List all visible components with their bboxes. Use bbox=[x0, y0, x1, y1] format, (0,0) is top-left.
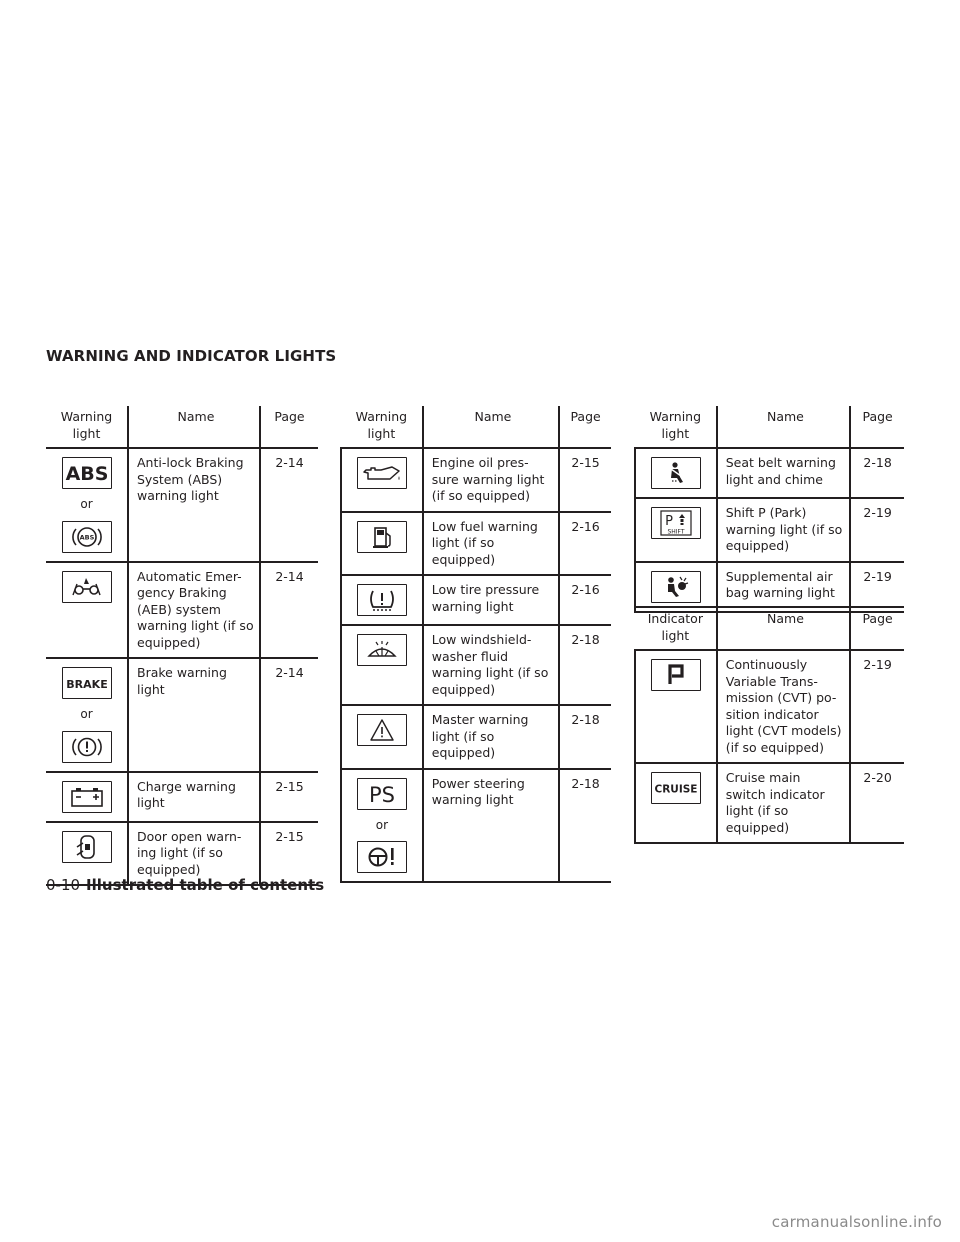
door-open-icon bbox=[62, 831, 112, 863]
light-name: Brake warning light bbox=[128, 658, 260, 772]
indicator-lights-table bbox=[634, 606, 904, 844]
light-name: Continuously Variable Trans- mission (CVT) po- sition indicator light (CVT models) (if so equipped) bbox=[717, 650, 850, 763]
table-row bbox=[46, 772, 318, 822]
page-ref: 2-14 bbox=[275, 665, 304, 680]
page-footer bbox=[46, 876, 324, 894]
light-name: Seat belt warning light and chime bbox=[717, 448, 851, 498]
steering-warning-icon bbox=[357, 841, 407, 873]
light-name: Low tire pressure warning light bbox=[423, 575, 559, 625]
header-page: Page bbox=[850, 406, 904, 448]
table-row bbox=[635, 650, 904, 763]
header-page: Page bbox=[559, 406, 611, 448]
brake-circle-icon bbox=[62, 731, 112, 763]
page-ref: 2-15 bbox=[571, 455, 600, 470]
page-ref: 2-15 bbox=[275, 828, 304, 844]
header-page: Page bbox=[260, 406, 318, 448]
svg-text:CRUISE: CRUISE bbox=[654, 783, 698, 796]
warning-lights-table-2 bbox=[340, 406, 611, 883]
seat-belt-icon bbox=[651, 457, 701, 489]
warning-lights-table-1 bbox=[46, 406, 318, 886]
table-row bbox=[46, 658, 318, 772]
fuel-pump-icon bbox=[357, 521, 407, 553]
or-label: or bbox=[375, 817, 389, 832]
page-ref: 2-18 bbox=[571, 775, 600, 791]
brake-text-icon bbox=[62, 667, 112, 699]
header-name: Name bbox=[717, 607, 850, 650]
light-name: Master warning light (if so equipped) bbox=[423, 705, 559, 769]
page-ref: 2-14 bbox=[275, 455, 304, 470]
light-name: Engine oil pres- sure warning light (if so equipped) bbox=[423, 448, 559, 512]
table-row bbox=[341, 512, 611, 576]
abs-text-icon bbox=[62, 457, 112, 489]
light-name: Supplemental air bag warning light bbox=[717, 562, 851, 612]
cvt-p-icon bbox=[651, 659, 701, 691]
header-page: Page bbox=[850, 607, 904, 650]
page-ref: 2-18 bbox=[571, 632, 600, 647]
warning-lights-table-3 bbox=[634, 406, 904, 613]
header-name: Name bbox=[128, 406, 260, 448]
light-name: Cruise main switch indicator light (if so equipped) bbox=[717, 763, 850, 843]
light-name: Power steering warning light bbox=[423, 769, 559, 883]
svg-text:BRAKE: BRAKE bbox=[65, 678, 108, 691]
light-name: Charge warning light bbox=[128, 772, 260, 822]
svg-text:SHIFT: SHIFT bbox=[667, 528, 685, 536]
page-ref: 2-16 bbox=[571, 582, 600, 597]
page-ref: 2-15 bbox=[275, 778, 304, 794]
svg-text:ABS: ABS bbox=[79, 533, 94, 541]
abs-circle-icon bbox=[62, 521, 112, 553]
washer-fluid-icon bbox=[357, 634, 407, 666]
light-name: Low windshield- washer fluid warning light (if so equipped) bbox=[423, 625, 559, 705]
or-label: or bbox=[80, 497, 93, 511]
page-ref: 2-16 bbox=[571, 518, 600, 534]
page-ref: 2-19 bbox=[863, 505, 892, 520]
page-ref: 2-18 bbox=[571, 712, 600, 727]
section-title: WARNING AND INDICATOR LIGHTS bbox=[46, 347, 337, 365]
aeb-icon bbox=[62, 571, 112, 603]
table-row bbox=[341, 575, 611, 625]
page-ref: 2-20 bbox=[863, 770, 892, 785]
light-name: Low fuel warning light (if so equipped) bbox=[423, 512, 559, 576]
header-name: Name bbox=[717, 406, 851, 448]
table-row bbox=[341, 448, 611, 512]
shift-p-icon bbox=[651, 507, 701, 539]
cruise-icon bbox=[651, 772, 701, 804]
header-name: Name bbox=[423, 406, 559, 448]
table-row bbox=[635, 763, 904, 843]
table-row bbox=[341, 705, 611, 769]
table-row bbox=[635, 498, 904, 562]
table-row bbox=[635, 448, 904, 498]
page-ref: 2-18 bbox=[863, 455, 892, 470]
svg-text:P: P bbox=[664, 514, 673, 529]
page-ref: 2-14 bbox=[275, 568, 304, 584]
header-indicator-light: Indicator light bbox=[635, 607, 717, 650]
header-warning-light: Warning light bbox=[635, 406, 717, 448]
tire-pressure-icon bbox=[357, 584, 407, 616]
footer-title: Illustrated table of contents bbox=[86, 876, 325, 894]
table-row bbox=[635, 562, 904, 612]
oil-can-icon bbox=[357, 457, 407, 489]
light-name: Shift P (Park) warning light (if so equipped) bbox=[717, 498, 851, 562]
svg-text:ABS: ABS bbox=[65, 463, 108, 485]
battery-icon bbox=[62, 781, 112, 813]
watermark-text: carmanualsonline.info bbox=[771, 1213, 942, 1231]
header-warning-light: Warning light bbox=[46, 406, 128, 448]
light-name: Automatic Emer- gency Braking (AEB) system warning light (if so equipped) bbox=[128, 562, 260, 659]
table-row bbox=[46, 562, 318, 659]
table-row bbox=[341, 625, 611, 705]
table-row bbox=[46, 448, 318, 562]
light-name: Door open warn- ing light (if so equipped) bbox=[128, 822, 260, 886]
svg-text:PS: PS bbox=[368, 782, 395, 807]
page-ref: 2-19 bbox=[863, 657, 892, 672]
airbag-icon bbox=[651, 571, 701, 603]
light-name: Anti-lock Braking System (ABS) warning light bbox=[128, 448, 260, 562]
page-number: 0-10 bbox=[46, 876, 81, 894]
or-label: or bbox=[80, 707, 93, 721]
master-warning-icon bbox=[357, 714, 407, 746]
ps-text-icon bbox=[357, 778, 407, 810]
header-warning-light: Warning light bbox=[341, 406, 423, 448]
page-ref: 2-19 bbox=[863, 568, 892, 584]
table-row bbox=[341, 769, 611, 883]
